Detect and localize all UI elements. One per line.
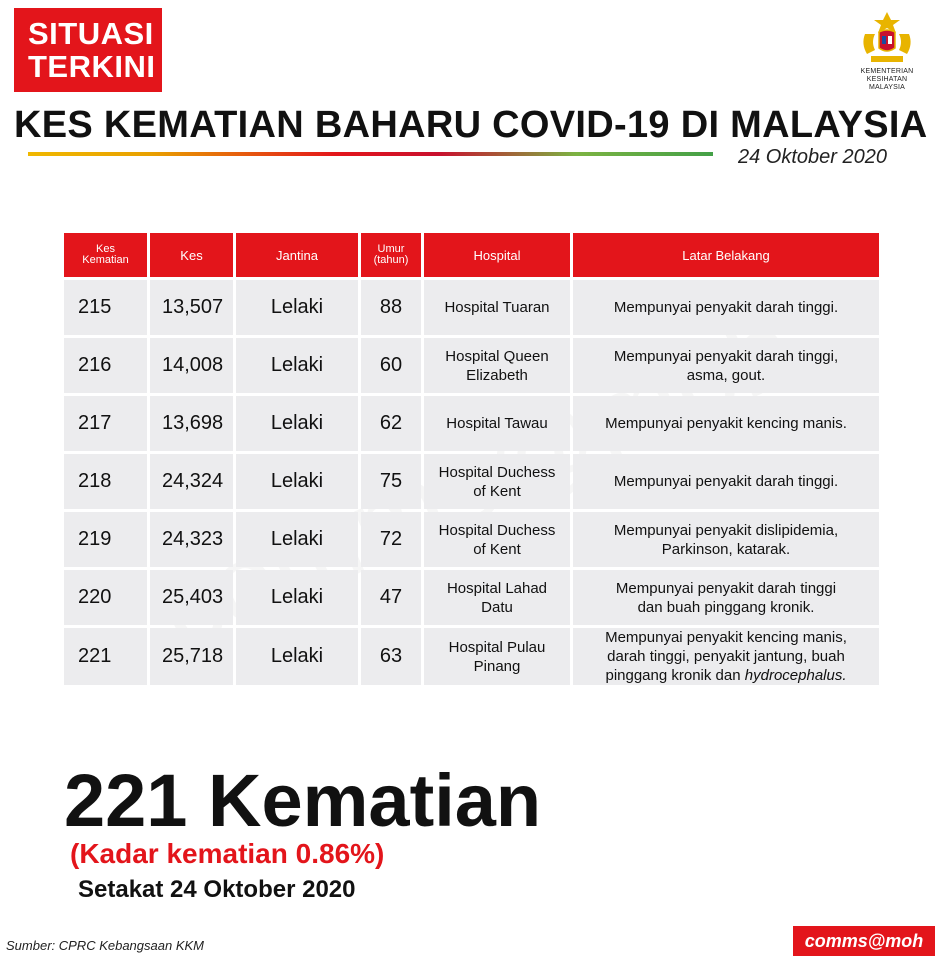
hospital-line-1: Hospital Queen [445, 347, 549, 365]
badge-line-1: SITUASI [28, 16, 154, 51]
hospital-line-1: Hospital Duchess [438, 521, 556, 539]
hospital-line-2: of Kent [473, 540, 521, 558]
cell-kes: 25,718 [150, 628, 233, 685]
hospital-line-1: Hospital Lahad [446, 579, 548, 597]
cell-hospital [424, 338, 570, 393]
cell-jantina: Lelaki [236, 338, 358, 393]
table-row [64, 280, 879, 335]
cell-jantina: Lelaki [236, 628, 358, 685]
cell-hospital [424, 280, 570, 335]
cell-latar-belakang [573, 396, 879, 451]
cell-umur: 75 [361, 454, 421, 509]
hospital-line-1: Hospital Pulau [448, 638, 546, 656]
cell-hospital [424, 396, 570, 451]
header-umur [361, 233, 421, 277]
latar-line-1: Mempunyai penyakit darah tinggi. [613, 473, 839, 490]
latar-line-1: Mempunyai penyakit dislipidemia, [613, 521, 839, 539]
cell-latar-belakang [573, 628, 879, 685]
deaths-table [61, 230, 882, 688]
table-header-row [64, 233, 879, 277]
header-umur-line-1: Umur [377, 243, 405, 255]
crest-caption [842, 68, 932, 92]
title-underline [28, 152, 713, 156]
cell-hospital [424, 570, 570, 625]
table-row [64, 396, 879, 451]
cell-jantina: Lelaki [236, 454, 358, 509]
cell-umur: 88 [361, 280, 421, 335]
cell-jantina: Lelaki [236, 570, 358, 625]
cell-hospital [424, 512, 570, 567]
header-kes-kematian-line-1: Kes [96, 243, 115, 255]
ministry-crest [842, 10, 932, 90]
latar-line-1: Mempunyai penyakit darah tinggi. [613, 299, 839, 316]
crest-caption-line-2: MALAYSIA [868, 84, 906, 91]
table-row [64, 454, 879, 509]
cell-kes-kematian: 221 [64, 628, 147, 685]
table-row [64, 628, 879, 685]
cell-kes-kematian: 218 [64, 454, 147, 509]
latar-line-2: dan buah pinggang kronik. [637, 598, 815, 616]
as-of-date: Setakat 24 Oktober 2020 [78, 876, 356, 903]
latar-line-2: darah tinggi, penyakit jantung, buah [607, 648, 845, 665]
cell-kes: 13,698 [150, 396, 233, 451]
badge-line-2: TERKINI [28, 49, 156, 84]
header-kes: Kes [150, 233, 233, 277]
cell-kes: 14,008 [150, 338, 233, 393]
cell-jantina: Lelaki [236, 280, 358, 335]
table-row [64, 338, 879, 393]
cell-latar-belakang [573, 570, 879, 625]
hospital-line-2: Pinang [473, 657, 521, 675]
cell-umur: 62 [361, 396, 421, 451]
header-hospital: Hospital [424, 233, 570, 277]
table-row [64, 570, 879, 625]
latar-line-1: Mempunyai penyakit kencing manis, [605, 629, 847, 646]
cell-jantina: Lelaki [236, 512, 358, 567]
hospital-line-2: of Kent [473, 482, 521, 500]
latar-line-2: asma, gout. [686, 366, 766, 384]
cell-hospital [424, 628, 570, 685]
cell-kes: 24,323 [150, 512, 233, 567]
brand-badge: comms@moh [793, 926, 935, 956]
cell-hospital [424, 454, 570, 509]
hospital-line-1: Hospital Duchess [438, 463, 556, 481]
latar-line-3 [577, 666, 875, 685]
header-kes-kematian [64, 233, 147, 277]
hospital-line-2: Elizabeth [466, 366, 528, 384]
source-note: Sumber: CPRC Kebangsaan KKM [6, 938, 204, 953]
hospital-line-2: Datu [481, 598, 513, 616]
cell-kes: 25,403 [150, 570, 233, 625]
latar-line-3-text: pinggang kronik dan [605, 667, 741, 684]
cell-kes-kematian: 216 [64, 338, 147, 393]
cell-latar-belakang [573, 338, 879, 393]
cell-kes: 24,324 [150, 454, 233, 509]
header-umur-line-2: (tahun) [373, 254, 409, 266]
latar-line-1: Mempunyai penyakit kencing manis. [605, 415, 847, 432]
hospital-line-1: Hospital Tawau [446, 415, 548, 432]
latar-line-2: Parkinson, katarak. [661, 540, 791, 558]
cell-kes-kematian: 219 [64, 512, 147, 567]
header-jantina: Jantina [236, 233, 358, 277]
cell-kes-kematian: 217 [64, 396, 147, 451]
cell-kes-kematian: 220 [64, 570, 147, 625]
cell-kes-kematian: 215 [64, 280, 147, 335]
cell-umur: 72 [361, 512, 421, 567]
crest-caption-line-1: KEMENTERIAN KESIHATAN [860, 68, 914, 83]
cell-umur: 60 [361, 338, 421, 393]
cell-latar-belakang [573, 512, 879, 567]
situasi-terkini-badge [14, 8, 162, 92]
hospital-line-1: Hospital Tuaran [444, 299, 550, 316]
coat-of-arms-icon [857, 10, 917, 66]
cell-umur: 63 [361, 628, 421, 685]
table-row [64, 512, 879, 567]
cell-jantina: Lelaki [236, 396, 358, 451]
header-latar-belakang: Latar Belakang [573, 233, 879, 277]
total-deaths: 221 Kematian [64, 759, 542, 842]
page-title: KES KEMATIAN BAHARU COVID-19 DI MALAYSIA [14, 104, 928, 146]
header-kes-kematian-line-2: Kematian [82, 254, 129, 266]
latar-line-1: Mempunyai penyakit darah tinggi [615, 579, 837, 597]
report-date: 24 Oktober 2020 [738, 146, 887, 168]
cell-latar-belakang [573, 280, 879, 335]
cell-umur: 47 [361, 570, 421, 625]
latar-line-1: Mempunyai penyakit darah tinggi, [613, 347, 839, 365]
death-rate: (Kadar kematian 0.86%) [70, 838, 385, 869]
cell-kes: 13,507 [150, 280, 233, 335]
latar-line-3-italic: hydrocephalus. [744, 667, 847, 684]
cell-latar-belakang [573, 454, 879, 509]
